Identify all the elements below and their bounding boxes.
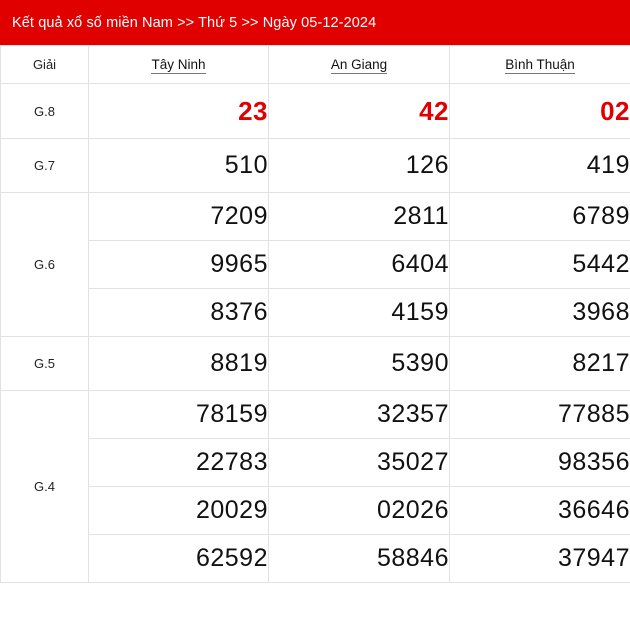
result-number: 36646 bbox=[450, 487, 630, 535]
result-number: 20029 bbox=[89, 487, 269, 535]
result-number: 32357 bbox=[269, 391, 450, 439]
table-row bbox=[1, 241, 630, 289]
result-number: 02026 bbox=[269, 487, 450, 535]
result-number: 23 bbox=[89, 84, 269, 139]
province-link-2[interactable]: An Giang bbox=[330, 57, 388, 72]
table-header bbox=[1, 46, 630, 84]
result-number: 62592 bbox=[89, 535, 269, 583]
table-body bbox=[1, 84, 630, 583]
table-row bbox=[1, 337, 630, 391]
province-link-3[interactable]: Bình Thuận bbox=[505, 57, 575, 72]
result-number: 7209 bbox=[89, 193, 269, 241]
result-number: 6404 bbox=[269, 241, 450, 289]
result-number: 42 bbox=[269, 84, 450, 139]
prize-label: G.4 bbox=[1, 391, 89, 583]
result-number: 510 bbox=[89, 139, 269, 193]
result-number: 8376 bbox=[89, 289, 269, 337]
prize-label: G.8 bbox=[1, 84, 89, 139]
result-number: 9965 bbox=[89, 241, 269, 289]
result-number: 126 bbox=[269, 139, 450, 193]
column-header-prize: Giải bbox=[1, 46, 89, 84]
result-number: 8819 bbox=[89, 337, 269, 391]
result-number: 77885 bbox=[450, 391, 630, 439]
result-number: 37947 bbox=[450, 535, 630, 583]
column-header-province-3[interactable] bbox=[450, 46, 630, 84]
table-row bbox=[1, 535, 630, 583]
result-number: 02 bbox=[450, 84, 630, 139]
result-number: 419 bbox=[450, 139, 630, 193]
page-title-bar bbox=[0, 0, 630, 45]
table-row bbox=[1, 439, 630, 487]
result-number: 22783 bbox=[89, 439, 269, 487]
table-row bbox=[1, 84, 630, 139]
page-title: Kết quả xổ số miền Nam >> Thứ 5 >> Ngày 05-12-2024 bbox=[12, 14, 377, 31]
result-number: 8217 bbox=[450, 337, 630, 391]
result-number: 3968 bbox=[450, 289, 630, 337]
result-number: 6789 bbox=[450, 193, 630, 241]
table-row bbox=[1, 391, 630, 439]
result-number: 2811 bbox=[269, 193, 450, 241]
result-number: 5390 bbox=[269, 337, 450, 391]
table-header-row bbox=[1, 46, 630, 84]
column-header-province-2[interactable] bbox=[269, 46, 450, 84]
column-header-province-1[interactable] bbox=[89, 46, 269, 84]
province-link-1[interactable]: Tây Ninh bbox=[151, 57, 206, 72]
result-number: 35027 bbox=[269, 439, 450, 487]
table-row bbox=[1, 487, 630, 535]
prize-label: G.5 bbox=[1, 337, 89, 391]
result-number: 4159 bbox=[269, 289, 450, 337]
lottery-result-table bbox=[0, 45, 630, 583]
table-row bbox=[1, 193, 630, 241]
result-number: 58846 bbox=[269, 535, 450, 583]
result-number: 98356 bbox=[450, 439, 630, 487]
table-row bbox=[1, 139, 630, 193]
prize-label: G.6 bbox=[1, 193, 89, 337]
prize-label: G.7 bbox=[1, 139, 89, 193]
table-row bbox=[1, 289, 630, 337]
result-number: 5442 bbox=[450, 241, 630, 289]
result-number: 78159 bbox=[89, 391, 269, 439]
